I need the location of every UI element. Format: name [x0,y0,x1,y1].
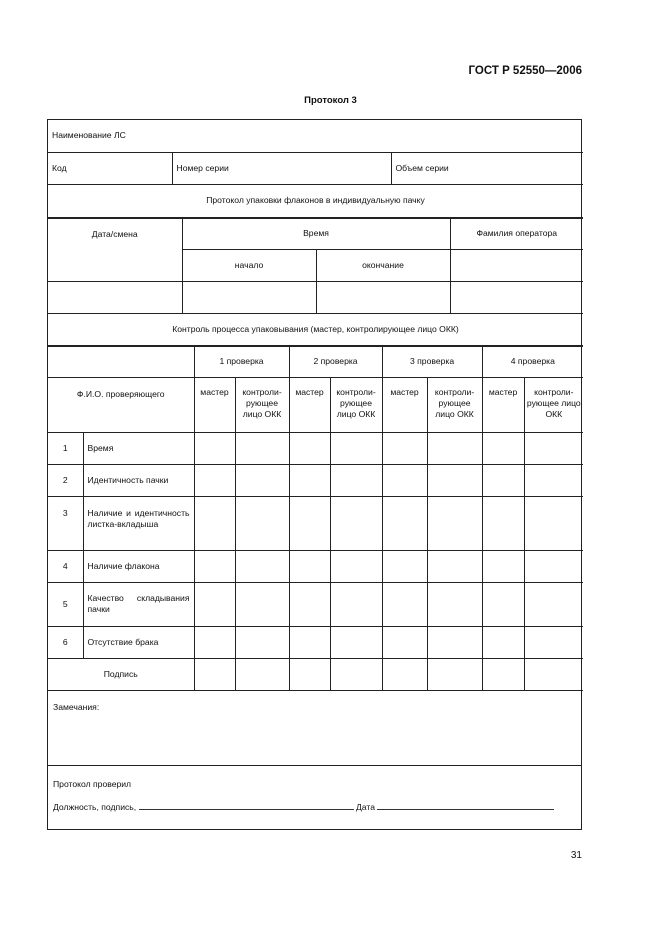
operator-surname-header: Фамилия оператора [450,218,583,249]
item-number: 3 [48,496,83,550]
standard-number: ГОСТ Р 52550—2006 [468,65,582,77]
entry-cell[interactable] [289,432,330,464]
entry-cell[interactable] [427,550,482,582]
item-label: Качество складывания пачки [83,582,194,626]
inspector-header: Ф.И.О. проверяющего [48,377,194,432]
entry-cell[interactable] [289,626,330,658]
date-label: Дата [355,802,375,812]
check-2-header: 2 проверка [289,346,382,377]
operator-surname-cell[interactable] [450,281,583,313]
entry-cell[interactable] [289,464,330,496]
table-row [48,432,583,464]
entry-cell[interactable] [427,496,482,550]
entry-cell[interactable] [382,626,427,658]
entry-cell[interactable] [524,464,583,496]
item-number: 6 [48,626,83,658]
page-number: 31 [570,850,582,861]
table-row [48,464,583,496]
entry-cell[interactable] [330,626,382,658]
signature-row [48,658,583,690]
entry-cell[interactable] [482,582,524,626]
time-table [48,218,583,346]
entry-cell[interactable] [524,582,583,626]
remarks-label: Замечания: [53,702,100,712]
entry-cell[interactable] [482,550,524,582]
entry-cell[interactable] [427,464,482,496]
master-header: мастер [289,377,330,432]
checked-by-label: Протокол проверил [53,779,132,789]
protocol-title: Протокол 3 [304,95,357,106]
entry-cell[interactable] [289,582,330,626]
master-header: мастер [382,377,427,432]
item-number: 2 [48,464,83,496]
check-1-header: 1 проверка [194,346,289,377]
control-table [48,346,583,691]
signature-cell[interactable] [330,658,382,690]
item-label: Наличие и идентичность листка-вкладыша [83,496,194,550]
time-header: Время [182,218,450,249]
entry-cell[interactable] [194,626,235,658]
date-shift-cell[interactable] [48,281,182,313]
entry-cell[interactable] [330,464,382,496]
date-field[interactable] [377,800,554,810]
remarks-field[interactable] [48,690,581,766]
entry-cell[interactable] [194,582,235,626]
signature-cell[interactable] [482,658,524,690]
entry-cell[interactable] [289,550,330,582]
protocol-form [47,119,582,830]
okk-header: контроли-рующее лицо ОКК [524,377,583,432]
okk-header: контроли-рующее лицо ОКК [330,377,382,432]
entry-cell[interactable] [330,550,382,582]
entry-cell[interactable] [524,626,583,658]
entry-cell[interactable] [382,432,427,464]
signature-cell[interactable] [235,658,289,690]
entry-cell[interactable] [235,550,289,582]
entry-cell[interactable] [482,432,524,464]
header-table [48,120,583,218]
time-end-cell[interactable] [316,281,450,313]
series-number-field[interactable]: Номер серии [172,152,391,184]
entry-cell[interactable] [330,582,382,626]
operator-surname-blank[interactable] [450,249,583,281]
table-row [48,582,583,626]
signature-line: Должность, подпись, Дата [53,800,578,812]
signature-cell[interactable] [524,658,583,690]
entry-cell[interactable] [482,626,524,658]
signature-cell[interactable] [427,658,482,690]
entry-cell[interactable] [194,496,235,550]
entry-cell[interactable] [427,432,482,464]
signature-cell[interactable] [289,658,330,690]
entry-cell[interactable] [235,432,289,464]
position-signature-label: Должность, подпись [53,802,134,812]
signature-cell[interactable] [382,658,427,690]
entry-cell[interactable] [330,432,382,464]
entry-cell[interactable] [194,464,235,496]
entry-cell[interactable] [235,496,289,550]
time-start-cell[interactable] [182,281,316,313]
signature-label: Подпись [48,658,194,690]
item-label: Идентичность пачки [83,464,194,496]
code-field[interactable]: Код [48,152,172,184]
table-row [48,550,583,582]
entry-cell[interactable] [382,550,427,582]
entry-cell[interactable] [235,582,289,626]
table-row [48,626,583,658]
entry-cell[interactable] [382,496,427,550]
item-number: 1 [48,432,83,464]
time-start-header: начало [182,249,316,281]
item-label: Время [83,432,194,464]
entry-cell[interactable] [382,464,427,496]
drug-name-field[interactable]: Наименование ЛС [48,120,583,152]
time-end-header: окончание [316,249,450,281]
check-3-header: 3 проверка [382,346,482,377]
item-number: 4 [48,550,83,582]
control-heading: Контроль процесса упаковывания (мастер, контролирующее лицо ОКК) [48,313,583,345]
master-header: мастер [482,377,524,432]
entry-cell[interactable] [194,550,235,582]
entry-cell[interactable] [382,582,427,626]
series-volume-field[interactable]: Объем серии [391,152,583,184]
check-4-header: 4 проверка [482,346,583,377]
item-label: Отсутствие брака [83,626,194,658]
okk-header: контроли-рующее лицо ОКК [235,377,289,432]
checks-corner [48,346,194,377]
item-number: 5 [48,582,83,626]
entry-cell[interactable] [289,496,330,550]
table-row [48,496,583,550]
date-shift-header: Дата/смена [48,218,182,281]
packing-protocol-heading: Протокол упаковки флаконов в индивидуальную пачку [48,184,583,217]
okk-header: контроли-рующее лицо ОКК [427,377,482,432]
entry-cell[interactable] [524,550,583,582]
entry-cell[interactable] [235,464,289,496]
entry-cell[interactable] [330,496,382,550]
signature-cell[interactable] [194,658,235,690]
entry-cell[interactable] [427,582,482,626]
entry-cell[interactable] [194,432,235,464]
entry-cell[interactable] [524,496,583,550]
entry-cell[interactable] [482,464,524,496]
master-header: мастер [194,377,235,432]
entry-cell[interactable] [482,496,524,550]
entry-cell[interactable] [524,432,583,464]
position-signature-field[interactable] [139,800,354,810]
entry-cell[interactable] [427,626,482,658]
item-label: Наличие флакона [83,550,194,582]
entry-cell[interactable] [235,626,289,658]
